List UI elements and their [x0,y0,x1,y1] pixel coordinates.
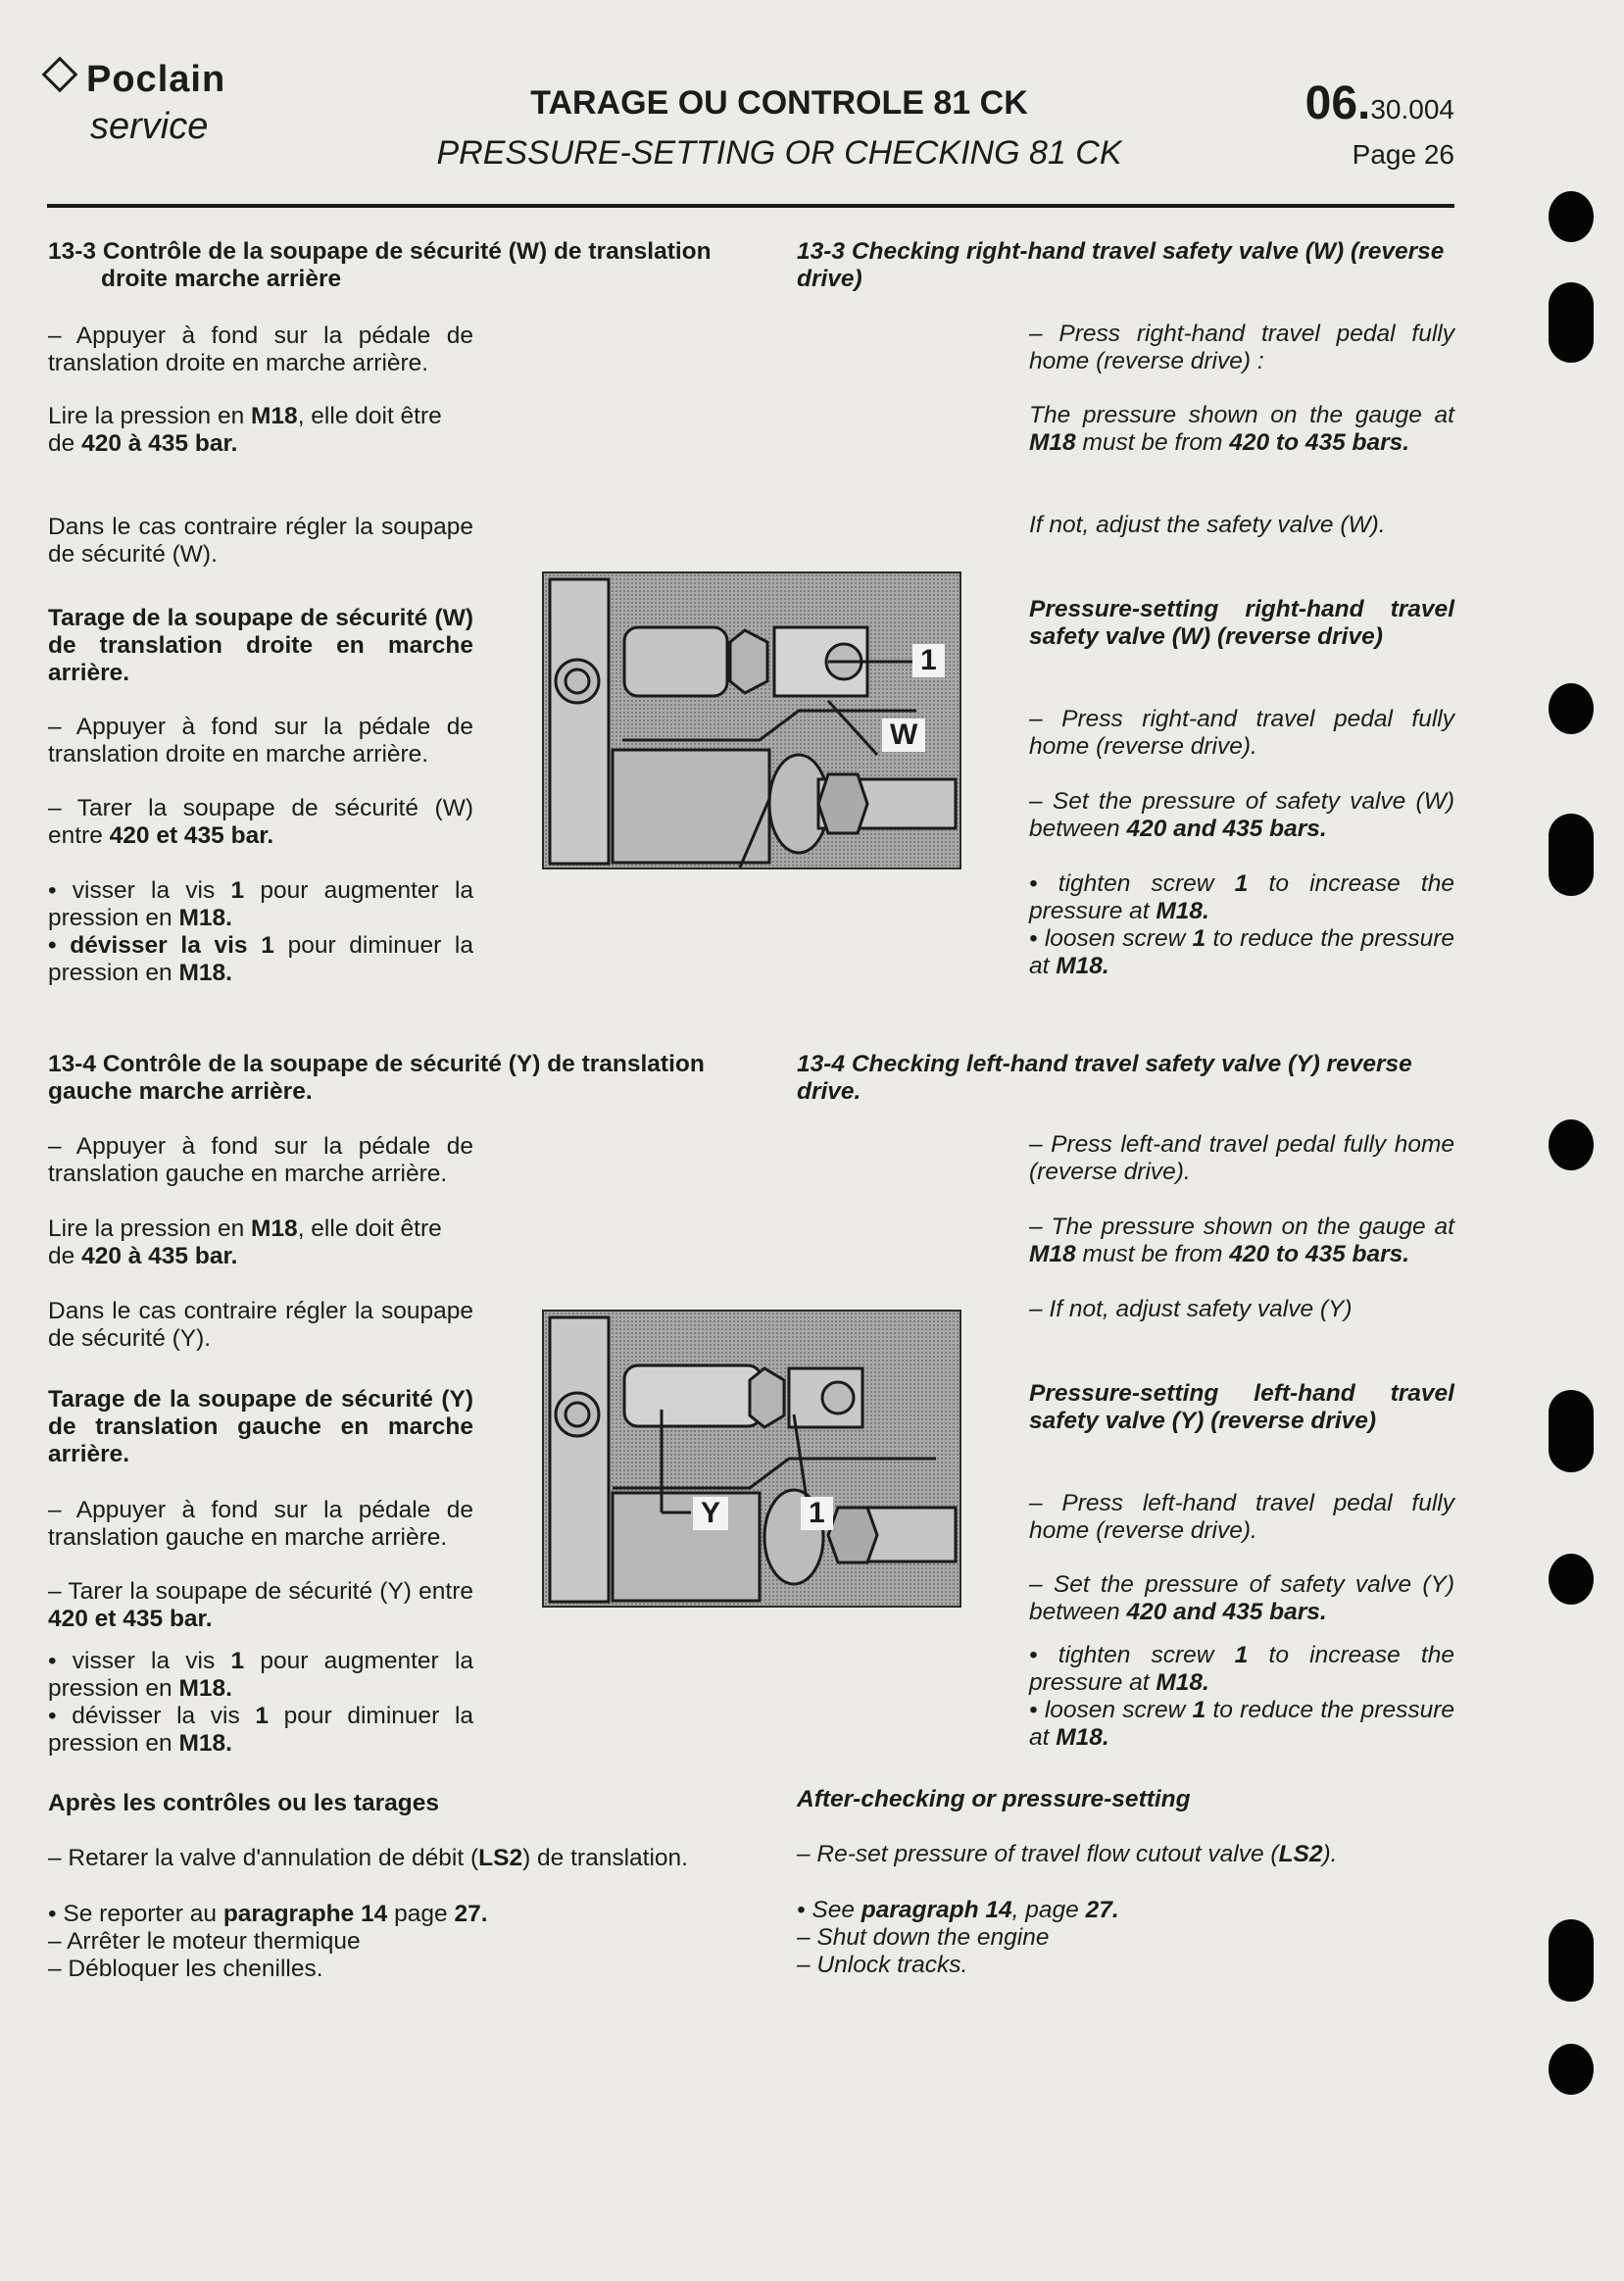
s2-en-subheading: Pressure-setting left-hand travel safety valve (Y) (reverse drive) [1029,1380,1454,1434]
s2-en-b2-c: to reduce the pressure at [1029,1697,1455,1751]
figure-valve-w-label-w: W [882,719,925,752]
s2-en-p2-a: – The pressure shown on the gauge at [1029,1214,1454,1240]
after-fr-heading: Après les contrôles ou les tarages [48,1790,439,1816]
s1-en-p4: – Press right-and travel pedal fully home (reverse drive). [1029,706,1454,760]
s1-en-p2-c: must be from [1075,429,1230,456]
after-en-l1-a: – Re-set pressure of travel flow cutout valve ( [797,1841,1279,1867]
s1-fr-b2-d: M18. [178,960,232,986]
after-en-l2-c: , page [1011,1897,1086,1923]
s1-en-b2-d: M18. [1056,953,1109,979]
s2-en-p2-b: M18 [1029,1241,1076,1267]
s2-fr-b2-b: 1 [255,1703,270,1729]
binder-slot [1549,1919,1594,2002]
binder-hole [1549,1119,1594,1170]
s2-en-p5-a: – Set the pressure of safety valve (Y) between [1029,1571,1454,1625]
binder-hole [1549,1554,1594,1605]
title-en: PRESSURE-SETTING OR CHECKING 81 CK [436,134,1122,172]
s1-fr-subheading: Tarage de la soupape de sécurité (W) de translation droite en marche arrière. [48,605,473,686]
s1-fr-b1-a: • visser la vis [48,877,231,904]
s1-fr-p5 [48,795,473,850]
header-divider [47,204,1454,208]
s1-en-b1-b: 1 [1234,870,1249,897]
after-en-l1-c: ). [1322,1841,1338,1867]
s1-en-heading: 13-3 Checking right-hand travel safety valve (W) (reverse drive) [797,238,1445,292]
figure-valve-y-drawing [544,1312,960,1606]
after-en-l3: – Shut down the engine [797,1924,1050,1951]
s1-fr-p4: – Appuyer à fond sur la pédale de translation droite en marche arrière. [48,714,473,768]
s1-en-p2-d: 420 to 435 bars. [1229,429,1410,456]
s2-en-b1-c: to increase the pressure at [1029,1642,1454,1696]
after-en-l2-d: 27. [1085,1897,1119,1923]
s1-fr-bullet2 [48,932,473,987]
s2-en-p2 [1029,1214,1454,1268]
brand-name: Poclain [86,59,226,100]
s1-fr-b1-d: M18. [178,905,232,931]
s2-fr-b2-d: M18. [178,1730,232,1757]
s1-en-bullet1 [1029,870,1454,925]
s2-fr-p2 [48,1215,473,1270]
s1-en-p2 [1029,402,1454,457]
s2-fr-heading-l1: 13-4 Contrôle de la soupape de sécurité (Y) de translation [48,1051,705,1077]
s1-fr-p5-a: – Tarer la soupape de sécurité (W) entre [48,795,473,849]
s2-fr-p2-d: 420 à 435 bar. [81,1243,238,1269]
s1-fr-b1-c: pour augmenter la pression en [48,877,474,931]
s1-fr-p1: – Appuyer à fond sur la pédale de translation droite en marche arrière. [48,322,473,376]
s2-en-b2-d: M18. [1056,1724,1109,1751]
s2-fr-p2-c: , elle doit être de [48,1215,442,1269]
s2-en-b1-a: • tighten screw [1029,1642,1235,1668]
s1-fr-bullet1 [48,877,473,932]
s2-fr-p1: – Appuyer à fond sur la pédale de translation gauche en marche arrière. [48,1133,473,1187]
s2-fr-p5-a: – Tarer la soupape de sécurité (Y) entre [48,1578,473,1605]
binder-slot [1549,814,1594,896]
after-en-l2-a: • See [797,1897,861,1923]
s1-fr-b2-a: • dévisser la vis [48,932,262,959]
s1-fr-b2-b: 1 [261,932,274,959]
figure-valve-y-label-1: 1 [801,1497,833,1530]
s1-fr-b1-b: 1 [230,877,245,904]
s2-fr-heading-l2: gauche marche arrière. [48,1078,313,1105]
s1-fr-p2 [48,403,473,458]
s1-en-p2-a: The pressure shown on the gauge at [1029,402,1454,428]
after-en-l1-b: LS2 [1278,1841,1323,1867]
after-fr-l1-b: LS2 [478,1845,523,1871]
after-en-l4: – Unlock tracks. [797,1952,968,1978]
s1-en-subheading: Pressure-setting right-hand travel safety valve (W) (reverse drive) [1029,596,1454,650]
page-number: Page 26 [1352,139,1454,170]
after-fr-l3: – Arrêter le moteur thermique [48,1928,361,1955]
s1-en-b2-a: • loosen screw [1029,925,1193,952]
after-en-heading: After-checking or pressure-setting [797,1786,1191,1812]
s1-en-b1-d: M18. [1156,898,1209,924]
doc-number-main: 06. [1304,77,1371,129]
s1-en-p5 [1029,788,1454,843]
doc-number-sub: 30.004 [1370,94,1454,124]
title-fr: TARAGE OU CONTROLE 81 CK [530,84,1028,122]
s2-fr-b1-b: 1 [230,1648,245,1674]
s1-en-b2-b: 1 [1192,925,1206,952]
s2-fr-p5 [48,1578,473,1633]
s1-fr-heading-l2: droite marche arrière [101,266,342,292]
s1-en-p5-a: – Set the pressure of safety valve (W) between [1029,788,1454,842]
s2-fr-p5-b: 420 et 435 bar. [48,1606,213,1632]
binder-hole [1549,683,1594,734]
s1-en-p2-b: M18 [1029,429,1076,456]
s2-fr-p4: – Appuyer à fond sur la pédale de translation gauche en marche arrière. [48,1497,473,1551]
binder-hole [1549,191,1594,242]
binder-hole [1549,2044,1594,2095]
figure-valve-y [542,1310,961,1608]
s2-fr-b1-d: M18. [178,1675,232,1702]
after-fr-l2-b: paragraphe 14 [222,1901,388,1927]
s2-en-b2-a: • loosen screw [1029,1697,1193,1723]
s2-en-p2-d: 420 to 435 bars. [1229,1241,1410,1267]
s2-en-p3: – If not, adjust safety valve (Y) [1029,1296,1353,1322]
after-fr-l2 [48,1901,714,1928]
after-en-l2 [797,1897,1455,1924]
doc-number [1305,76,1454,130]
s1-fr-p3: Dans le cas contraire régler la soupape de sécurité (W). [48,514,473,568]
s2-en-b1-d: M18. [1156,1669,1209,1696]
s1-en-b1-c: to increase the pressure at [1029,870,1454,924]
s2-fr-b2-a: • dévisser la vis [48,1703,256,1729]
s1-fr-b2-c: pour diminuer la pression en [48,932,474,986]
after-fr-l2-d: 27. [454,1901,488,1927]
binder-slot [1549,1390,1594,1472]
figure-valve-w-label-1: 1 [912,644,945,677]
s2-en-b2-b: 1 [1192,1697,1206,1723]
s2-fr-bullet1 [48,1648,473,1703]
s2-en-p4: – Press left-hand travel pedal fully home (reverse drive). [1029,1490,1454,1544]
s1-en-p3: If not, adjust the safety valve (W). [1029,512,1386,538]
binder-slot [1549,282,1594,363]
after-fr-l1-c: ) de translation. [522,1845,688,1871]
s2-en-bullet2 [1029,1697,1454,1752]
s1-fr-p5-b: 420 et 435 bar. [109,822,274,849]
s1-en-p5-b: 420 and 435 bars. [1126,816,1327,842]
s2-fr-p2-b: M18 [251,1215,298,1242]
s2-fr-subheading: Tarage de la soupape de sécurité (Y) de translation gauche en marche arrière. [48,1386,473,1467]
s2-fr-bullet2 [48,1703,473,1758]
s1-en-b1-a: • tighten screw [1029,870,1235,897]
s2-fr-b1-a: • visser la vis [48,1648,231,1674]
after-fr-l1-a: – Retarer la valve d'annulation de débit ( [48,1845,479,1871]
after-en-l2-b: paragraph 14 [861,1897,1012,1923]
s2-en-bullet1 [1029,1642,1454,1697]
s1-fr-p2-d: 420 à 435 bar. [81,430,238,457]
s1-en-b2-c: to reduce the pressure at [1029,925,1455,979]
s2-en-p5-b: 420 and 435 bars. [1126,1599,1327,1625]
s2-en-p5 [1029,1571,1454,1626]
s1-fr-heading-l1: 13-3 Contrôle de la soupape de sécurité (W) de translation [48,238,712,265]
s1-en-bullet2 [1029,925,1454,980]
s1-fr-p2-c: , elle doit être de [48,403,442,457]
brand-service: service [90,106,209,147]
s1-fr-p2-a: Lire la pression en [48,403,252,429]
after-fr-l1 [48,1845,714,1872]
s1-en-p1: – Press right-hand travel pedal fully home (reverse drive) : [1029,321,1454,374]
s2-fr-b2-c: pour diminuer la pression en [48,1703,474,1757]
after-fr-l2-a: • Se reporter au [48,1901,223,1927]
figure-valve-y-label-y: Y [693,1497,728,1530]
s2-en-b1-b: 1 [1234,1642,1249,1668]
after-fr-l2-c: page [387,1901,455,1927]
s2-en-p2-c: must be from [1075,1241,1230,1267]
after-fr-l4: – Débloquer les chenilles. [48,1956,323,1982]
s2-fr-p2-a: Lire la pression en [48,1215,252,1242]
s2-en-p1: – Press left-and travel pedal fully home (reverse drive). [1029,1131,1454,1185]
figure-valve-w [542,571,961,869]
s2-fr-p3: Dans le cas contraire régler la soupape de sécurité (Y). [48,1298,473,1352]
s1-fr-heading [48,238,714,293]
s2-fr-heading [48,1051,714,1106]
s2-en-heading: 13-4 Checking left-hand travel safety valve (Y) reverse drive. [797,1051,1412,1105]
after-en-l1 [797,1841,1455,1868]
s1-fr-p2-b: M18 [251,403,298,429]
s2-fr-b1-c: pour augmenter la pression en [48,1648,474,1702]
